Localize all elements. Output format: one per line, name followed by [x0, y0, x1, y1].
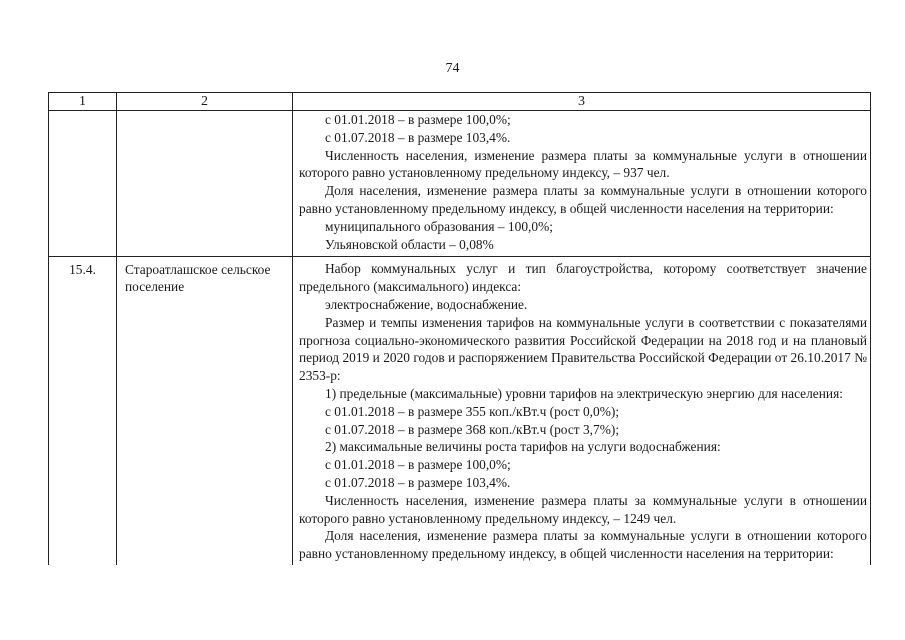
paragraph: 2) максимальные величины роста тарифов на услуги водоснабжения: [325, 439, 721, 455]
row-number-cell [49, 111, 117, 257]
paragraph: с 01.07.2018 – в размере 103,4%. [325, 129, 511, 145]
paragraph: Набор коммунальных услуг и тип благоустройства, которому соответствует значение предельного (максимального) индекса: [299, 261, 867, 295]
paragraph: с 01.07.2018 – в размере 103,4%. [325, 474, 511, 490]
tariff-table [48, 92, 871, 565]
paragraph: Размер и темпы изменения тарифов на коммунальные услуги в соответствии с показателями прогноза социально-экономического развития Российской Федерации на 2018 год и на плановый период 2019 и 2020 годов и распоряжением Правительства Российской Федерации от 26.10.2017 № 2353-р: [299, 314, 867, 384]
paragraph: Доля населения, изменение размера платы за коммунальные услуги в отношении которого равно установленному предельному индексу, в общей численности населения на территории: [299, 528, 867, 562]
paragraph: Численность населения, изменение размера платы за коммунальные услуги в отношении которого равно установленному предельному индексу, – 937 чел. [299, 147, 867, 181]
description-cell [293, 111, 871, 257]
paragraph: Ульяновской области – 0,08% [325, 236, 494, 252]
paragraph: Доля населения, изменение размера платы за коммунальные услуги в отношении которого равно установленному предельному индексу, в общей численности населения на территории: [299, 183, 867, 216]
settlement-name-cell: Староатлашское сельское поселение [117, 257, 293, 565]
paragraph: с 01.01.2018 – в размере 100,0%; [325, 457, 511, 473]
table-row-continued [49, 111, 871, 257]
paragraph: с 01.01.2018 – в размере 100,0%; [325, 112, 511, 127]
paragraph: Численность населения, изменение размера платы за коммунальные услуги в отношении которого равно установленному предельному индексу, – 1249 чел. [299, 492, 867, 526]
description-cell [293, 257, 871, 565]
settlement-name-cell [117, 111, 293, 257]
column-header-1: 1 [49, 93, 117, 111]
column-header-2: 2 [117, 93, 293, 111]
table-header-row [49, 93, 871, 111]
paragraph: с 01.01.2018 – в размере 355 коп./кВт.ч (рост 0,0%); [325, 403, 620, 419]
page-number: 74 [445, 61, 460, 76]
column-header-3: 3 [293, 93, 871, 111]
paragraph: с 01.07.2018 – в размере 368 коп./кВт.ч (рост 3,7%); [325, 421, 620, 437]
paragraph: электроснабжение, водоснабжение. [325, 296, 528, 312]
paragraph: 1) предельные (максимальные) уровни тарифов на электрическую энергию для населения: [325, 385, 843, 401]
row-number-cell: 15.4. [49, 257, 117, 565]
paragraph: муниципального образования – 100,0%; [325, 218, 553, 234]
table-row [49, 257, 871, 565]
